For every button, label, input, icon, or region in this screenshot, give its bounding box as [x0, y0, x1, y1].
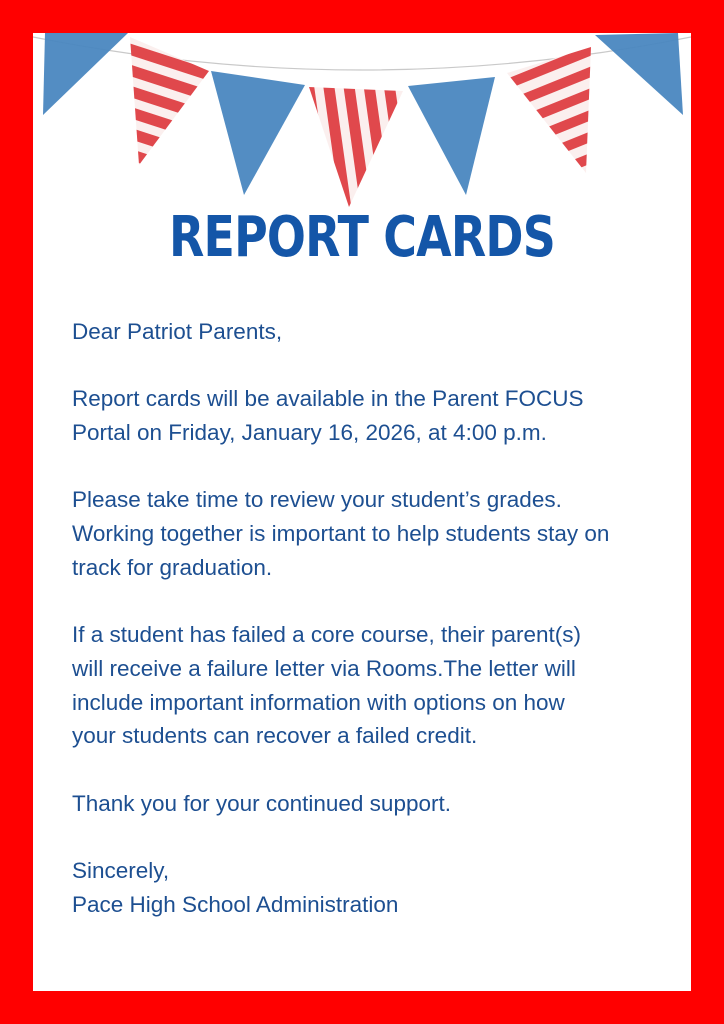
bunting-flag-4 [309, 87, 403, 207]
paragraph-review: Please take time to review your student’s grades. Working together is important to help students stay on track for graduation. [72, 487, 610, 580]
bunting-flag-5 [408, 77, 495, 195]
bunting-flag-2 [130, 37, 209, 165]
bunting-flag-7 [595, 33, 683, 115]
signoff: Sincerely, [72, 858, 170, 884]
bunting-flag-6 [507, 47, 591, 173]
signature: Pace High School Administration [72, 891, 399, 917]
flyer-paper [33, 33, 691, 991]
greeting: Dear Patriot Parents, [72, 319, 283, 344]
paragraph-failure: If a student has failed a core course, their parent(s) will receive a failure letter via Rooms.The letter will include important information with options on how your students can recover a failed credit. [72, 622, 582, 749]
bunting-flag-3 [211, 71, 305, 195]
closing [72, 854, 682, 921]
letter-body [72, 315, 682, 922]
page-title: REPORT CARDS [169, 205, 555, 270]
bunting-flag-1 [43, 33, 128, 115]
thanks-line: Thank you for your continued support. [72, 790, 451, 816]
paragraph-availability: Report cards will be available in the Parent FOCUS Portal on Friday, January 16, 2026, at 4:00 p.m. [72, 386, 584, 446]
